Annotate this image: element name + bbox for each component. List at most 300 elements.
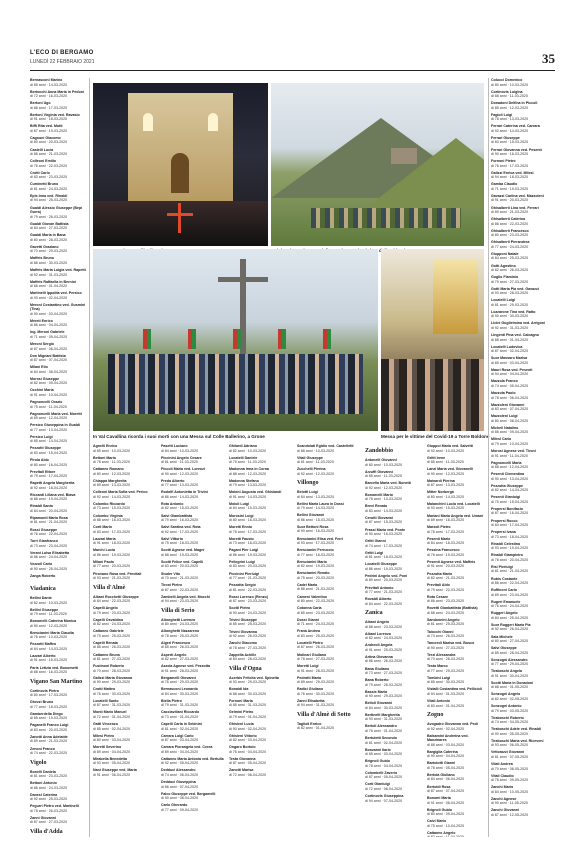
obituary-entry	[491, 611, 553, 620]
age-and-date: di 80 anni · 14-03-2020	[427, 494, 465, 499]
age-and-date: di 91 anni · 18-03-2020	[30, 117, 68, 122]
deceased-name: Mitter Norberga	[427, 490, 454, 495]
obituary-entry	[297, 548, 361, 557]
age-and-date: di 78 anni · 06-04-2020	[491, 395, 529, 400]
obituary-entry	[30, 78, 88, 87]
age-and-date: di 82 anni · 26-03-2020	[491, 268, 529, 272]
age-and-date: di 88 anni · 03-04-2020	[427, 742, 465, 747]
age-and-date: di 94 anni · 07-04-2020	[365, 798, 403, 803]
obituary-entry	[30, 781, 88, 790]
age-and-date: di 77 anni · 21-03-2020	[365, 590, 403, 595]
age-and-date: di 88 anni · 12-04-2020	[491, 465, 529, 470]
age-and-date: di 85 anni · 14-03-2020	[30, 82, 68, 87]
deceased-name: Propersi Ivana	[491, 530, 516, 535]
deceased-name: Bertinelli Margherita	[365, 712, 400, 717]
deceased-name: Acerbis Felicita ved. Spinetta	[229, 675, 279, 680]
age-and-date: di 84 anni · 08-04-2020	[30, 369, 68, 374]
deceased-name: Frassi Maria ved. Ponte	[365, 527, 406, 532]
obituary-entry	[93, 537, 157, 546]
obituary-entry	[229, 525, 293, 534]
age-and-date: di 76 anni · 30-03-2020	[297, 691, 335, 696]
age-and-date: di 81 anni · 02-04-2020	[161, 726, 199, 731]
flags	[123, 329, 353, 349]
age-and-date	[427, 835, 485, 837]
deceased-name: Propersi Bonifacio	[491, 506, 523, 511]
obituary-entry	[365, 643, 423, 652]
deceased-name: Ing. Meroni Gabriele	[30, 330, 65, 335]
obituary-entry	[229, 710, 293, 719]
obituary-entry	[427, 699, 485, 708]
obituary-entry	[491, 577, 553, 586]
obituary-entry	[491, 136, 553, 145]
obituary-entry	[427, 722, 485, 731]
obituary-entry	[30, 412, 88, 421]
age-and-date: di 84 anni · 25-04-2020	[491, 615, 529, 620]
deceased-name: Malanchini Lucia ved. Locatelli	[427, 501, 480, 506]
deceased-name: Biffi Rita ved. Mutti	[30, 124, 63, 129]
deceased-name: Vitali Claudio	[491, 773, 514, 778]
obituary-entry	[229, 467, 293, 476]
age-and-date: di 79 anni · 14-03-2020	[297, 506, 335, 511]
age-and-date: di 79 anni · 22-03-2020	[427, 587, 465, 592]
deceased-name: Cortinovis Luigina	[491, 89, 523, 94]
age-and-date: di 89 anni · 20-03-2020	[365, 578, 403, 583]
age-and-date: di 75 anni · 10-04-2020	[427, 823, 465, 828]
obituary-entry	[491, 90, 553, 99]
deceased-name: Testa Marco	[427, 664, 448, 669]
age-and-date: di 77 anni · 18-03-2020	[297, 552, 335, 557]
deceased-name: Morosini Luigi	[229, 513, 254, 518]
obituary-entry	[365, 562, 423, 571]
deceased-name: Propersi Rocco	[491, 518, 518, 523]
age-and-date: di 90 anni · 29-03-2020	[365, 694, 403, 699]
deceased-name: Bonomelli Caterina Monica	[30, 619, 77, 624]
obituary-entry	[30, 101, 88, 110]
deceased-name: Vitali Andrea	[491, 762, 513, 767]
age-and-date: di 86 anni · 19-03-2020	[365, 566, 403, 571]
deceased-name: Brescianini Elisa ved. Ferri	[297, 536, 343, 541]
deceased-name: Ghilardi Adriano	[229, 444, 258, 448]
obituary-entry	[30, 136, 88, 145]
deceased-name: Ghisalberti Francesco	[491, 228, 529, 233]
deceased-name: Antonelli Giovanni	[365, 458, 397, 462]
age-and-date: di 90 anni · 02-04-2020	[229, 726, 267, 731]
age-and-date: di 84 anni · 22-03-2020	[93, 599, 131, 604]
obituary-entry	[491, 461, 553, 470]
deceased-name: Maffeis Maria Luigia ved. Rapetti	[30, 268, 86, 272]
obituary-entry	[491, 403, 553, 412]
obituary-entry	[93, 618, 157, 627]
obituary-entry	[491, 437, 553, 446]
deceased-name: Moretti Ennio	[229, 525, 252, 530]
obituary-entry	[427, 750, 485, 759]
deceased-name: Piccinini Pierluigi	[229, 571, 259, 576]
obituary-entry	[365, 493, 423, 502]
deceased-name: Ruffinoni Carlo	[491, 588, 517, 593]
age-and-date: di 92 anni · 31-03-2020	[491, 325, 529, 330]
obituary-entry	[93, 560, 157, 569]
obituary-entry	[491, 310, 553, 319]
obituary-entry	[491, 264, 553, 273]
deceased-name: Vistalli Costantina ved. Pellicioli	[427, 687, 482, 692]
age-and-date: di 84 anni · 06-04-2020	[427, 777, 465, 782]
age-and-date: di 76 anni · 04-04-2020	[229, 749, 267, 754]
obituary-entry	[491, 182, 553, 191]
deceased-name: Ferrari Giovanna ved. Pesenti	[491, 147, 542, 152]
age-and-date: di 88 anni · 30-03-2020	[30, 260, 68, 265]
age-and-date: di 87 anni · 03-04-2020	[161, 738, 199, 743]
obituary-entry	[491, 542, 553, 551]
obituary-entry	[491, 623, 553, 632]
age-and-date: di 80 anni · 09-04-2020	[427, 812, 465, 817]
deceased-name: Cortinovis Giuseppina	[365, 794, 404, 799]
deceased-name: Corti Gianluigi	[365, 782, 390, 787]
obituary-entry	[491, 808, 553, 817]
deceased-name: Scotti Maria in Donadoni	[491, 680, 534, 685]
obituary-entry	[93, 572, 157, 581]
obituary-entry	[93, 676, 157, 685]
age-and-date: di 90 anni · 13-04-2020	[491, 476, 529, 481]
obituary-entry	[491, 716, 553, 725]
obituary-entry	[30, 596, 88, 605]
deceased-name: Capelli Angelo	[93, 606, 118, 611]
obituary-entry	[491, 704, 553, 713]
obituary-entry	[93, 479, 157, 488]
age-and-date: di 76 anni · 01-04-2020	[365, 728, 403, 733]
deceased-name: Trivini Giovanna	[229, 629, 257, 634]
town-heading: Villongo	[297, 480, 319, 487]
deceased-name: Meroni Sergio	[30, 342, 54, 347]
deceased-name: Scotti Pietro	[229, 606, 251, 611]
obituary-entry	[161, 525, 225, 534]
age-and-date: di 87 anni · 02-04-2020	[491, 349, 529, 354]
age-and-date: di 86 anni · 19-03-2020	[229, 552, 267, 557]
deceased-name: Gavetti Graziano	[30, 244, 59, 249]
deceased-name: Dossi Gianni	[297, 617, 319, 622]
obituary-entry	[30, 400, 88, 409]
column-8	[491, 78, 553, 837]
obituary-entry	[297, 444, 361, 453]
age-and-date: di 87 anni · 07-04-2020	[427, 789, 465, 794]
deceased-name: Bernasconi Leonardo	[161, 687, 198, 692]
age-and-date: di 78 anni · 04-04-2020	[365, 763, 403, 768]
age-and-date: di 70 anni · 21-03-2020	[161, 576, 199, 581]
obituary-entry	[30, 245, 88, 254]
deceased-name: Balsamini Andreina ved. Manzinares	[427, 733, 469, 743]
age-and-date: di 80 anni · 22-03-2020	[297, 599, 335, 604]
age-and-date: di 89 anni · 13-03-2020	[93, 483, 131, 488]
deceased-name: Gritti Gianni	[365, 539, 386, 544]
column-6	[365, 444, 423, 837]
deceased-name: Galizzi Enrica ved. Milesi	[491, 170, 534, 175]
cross	[218, 277, 268, 282]
age-and-date: di 76 anni · 17-03-2020	[229, 529, 267, 534]
age-and-date: di 73 anni · 01-04-2020	[161, 714, 199, 719]
obituary-entry	[30, 712, 88, 721]
age-and-date: di 92 anni · 18-04-2020	[30, 485, 68, 490]
obituary-entry	[229, 548, 293, 557]
age-and-date: di 94 anni · 04-04-2020	[491, 372, 529, 377]
age-and-date: di 82 anni · 09-04-2020	[30, 381, 68, 386]
deceased-name: Lanzi Maria ved. Giovanelli	[427, 467, 473, 472]
obituary-entry	[427, 687, 485, 696]
deceased-name: Vezzoli Carlo	[30, 562, 53, 567]
deceased-name: Moretti Luigi	[297, 664, 319, 669]
deceased-name: Falco Giuseppe ved. Bergamelli	[161, 791, 216, 796]
age-and-date: di 88 anni · 19-03-2020	[161, 552, 199, 557]
age-and-date: di 89 anni · 12-04-2020	[30, 416, 68, 421]
crowd	[311, 208, 461, 228]
obituary-entry	[30, 700, 88, 709]
age-and-date: di 90 anni · 30-03-2020	[491, 314, 529, 319]
deceased-name: Vettorazzi Giovanni	[491, 750, 525, 755]
age-and-date: di 87 anni · 05-04-2020	[229, 761, 267, 766]
obituary-entry	[297, 560, 361, 569]
obituary-entry	[297, 490, 361, 499]
age-and-date: di 81 anni · 02-04-2020	[365, 740, 403, 745]
deceased-name: Brescianini Maria Claudia	[30, 630, 74, 635]
obituary-entry	[229, 653, 293, 662]
deceased-name: Mazzoleni Giovanni	[491, 402, 525, 407]
obituary-entry	[161, 722, 225, 731]
age-and-date: di 90 anni · 04-04-2020	[427, 754, 465, 759]
deceased-name: Riccardi Liliana ved. Biava	[30, 492, 76, 497]
obituary-entry	[427, 653, 485, 662]
deceased-name: Cagnoni Giacomo	[30, 135, 61, 140]
age-and-date: di 83 anni · 20-03-2020	[161, 564, 199, 569]
age-and-date: di 94 anni · 18-03-2020	[491, 175, 529, 180]
obituary-entry	[30, 551, 88, 560]
caption-photo-3: In Val Cavallina ricorda i suoi morti con una Messa sul Colle Ballerino, a Grone	[93, 434, 265, 439]
column-7	[427, 444, 485, 837]
obituary-entry	[491, 774, 553, 783]
deceased-name: Zanotti Anna Adelaide	[30, 734, 68, 739]
age-and-date: di 80 anni · 10-03-2020	[365, 462, 403, 467]
age-and-date: di 85 anni · 11-03-2020	[365, 474, 402, 479]
age-and-date: di 85 anni · 19-03-2020	[30, 716, 68, 721]
age-and-date: di 89 anni · 04-04-2020	[161, 749, 199, 754]
obituary-entry	[30, 319, 88, 328]
deceased-name: Salvi Vittorio	[161, 536, 183, 541]
age-and-date: di 81 anni · 18-03-2020	[365, 555, 403, 560]
obituary-entry	[427, 502, 485, 511]
age-and-date: di 92 anni · 02-04-2020	[427, 726, 465, 731]
deceased-name: Bettoni Antonio	[30, 781, 57, 786]
deceased-name: Pirola Aldo	[30, 458, 49, 462]
deceased-name: Rapetti Angela Margherita	[30, 481, 75, 486]
deceased-name: Donadoni Delfina in Piccoli	[491, 101, 538, 106]
obituary-entry	[491, 658, 553, 667]
obituary-entry	[491, 750, 553, 759]
deceased-name: Carrara Luigi Carlo	[161, 733, 194, 738]
deceased-name: Gamba Claudio	[491, 182, 518, 187]
age-and-date: di 80 anni · 16-03-2020	[229, 518, 267, 523]
obituary-entry	[161, 490, 225, 499]
obituary-entry	[297, 571, 361, 580]
age-and-date: di 91 anni · 25-03-2020	[365, 647, 403, 652]
obituary-entry	[427, 761, 485, 770]
obituary-entry	[491, 797, 553, 806]
obituary-entry	[93, 710, 157, 719]
obituary-entry	[491, 449, 553, 458]
age-and-date: di 92 anni · 14-03-2020	[491, 128, 529, 133]
obituary-entry	[30, 206, 88, 220]
age-and-date: di 86 anni · 22-04-2020	[491, 581, 529, 586]
age-and-date: di 88 anni · 10-03-2020	[297, 448, 335, 453]
deceased-name: Ghisalberti Caterina	[491, 217, 526, 222]
deceased-name: Bargiglia Caterina	[427, 749, 458, 754]
deceased-name: Capelli Carla in Sebinini	[161, 722, 202, 727]
deceased-name: Colleoni Emilio	[30, 159, 56, 164]
deceased-name: Bonomi Maria	[427, 796, 451, 801]
town-heading: Zandobbio	[365, 448, 394, 454]
obituary-entry	[229, 490, 293, 499]
age-and-date: di 84 anni · 13-03-2020	[297, 494, 335, 499]
deceased-name: Nani Giuseppe ved. Maria	[93, 768, 137, 773]
deceased-name: Pesenti Gianluigi	[491, 495, 521, 500]
obituary-entry	[30, 342, 88, 351]
age-and-date: di 70 anni · 28-03-2020	[93, 668, 131, 673]
age-and-date: di 84 anni · 30-03-2020	[365, 705, 403, 710]
age-and-date: di 80 anni · 16-04-2020	[30, 462, 68, 467]
deceased-name: Persico Luigi	[30, 434, 53, 439]
town-heading: Zanica	[365, 610, 383, 617]
obituary-entry	[161, 699, 225, 708]
deceased-name: Gualdi Alessio Giuseppe (Bepi Gurra)	[30, 205, 83, 215]
age-and-date: di 86 anni · 07-04-2020	[161, 784, 199, 789]
deceased-name: Colombo Riccardo	[93, 501, 125, 506]
deceased-name: Crotti Matteo	[93, 687, 116, 692]
deceased-name: Rinaldi Giampietro	[491, 553, 523, 558]
obituary-entry	[161, 548, 225, 557]
age-and-date: di 81 anni · 25-03-2020	[427, 622, 465, 627]
age-and-date: di 80 anni · 03-04-2020	[93, 738, 131, 743]
obituary-entry	[161, 803, 225, 812]
deceased-name: Ferrari Giuseppe	[491, 135, 520, 140]
photo-villa-di-serio	[93, 83, 268, 246]
deceased-name: Ghezzi Bruno	[30, 700, 54, 705]
obituary-entry	[161, 502, 225, 511]
age-and-date: di 94 anni · 25-03-2020	[30, 198, 68, 203]
deceased-name: Fornoni Maria	[229, 698, 253, 703]
deceased-name: Alborghetti Lorenzo	[161, 617, 196, 622]
candle-cross	[178, 203, 181, 233]
deceased-name: Ongaro Bortolo	[229, 745, 256, 750]
obituary-entry	[30, 539, 88, 548]
deceased-name: Cattaneo Bruno	[93, 652, 120, 657]
deceased-name: Belotti Luigi	[297, 490, 318, 495]
obituary-entry	[93, 768, 157, 777]
age-and-date: di 94 anni · 23-03-2020	[161, 599, 199, 604]
deceased-name: Gualdi Giovan Battista	[30, 221, 69, 226]
age-and-date: di 87 anni · 31-03-2020	[93, 703, 131, 708]
obituary-entry	[30, 113, 88, 122]
age-and-date: di 85 anni · 25-03-2020	[229, 622, 267, 627]
deceased-name: Zanga Roberto	[30, 573, 56, 578]
deceased-name: Bergamelli Giovanni	[161, 675, 196, 680]
obituary-entry	[365, 678, 423, 687]
age-and-date: di 89 anni · 21-03-2020	[30, 739, 68, 744]
deceased-name: Rossi Lorenzo (Renzo)	[229, 594, 268, 599]
obituary-entry	[491, 669, 553, 678]
age-and-date: di 88 anni · 11-03-2020	[491, 94, 528, 99]
obituary-entry	[93, 699, 157, 708]
deceased-name: Terzi Alessandra	[427, 652, 456, 657]
obituary-entry	[161, 710, 225, 719]
age-and-date: di 90 anni · 29-03-2020	[93, 680, 131, 685]
deceased-name: Bonzanni Ilario	[365, 747, 391, 752]
age-and-date: di 78 anni · 11-03-2020	[93, 460, 130, 465]
deceased-name: Persico Giuseppina in Gualdi	[30, 423, 80, 428]
obituary-entry	[491, 785, 553, 794]
obituary-entry	[30, 124, 88, 133]
obituary-entry	[365, 470, 423, 479]
age-and-date: di 79 anni · 17-04-2020	[30, 474, 68, 479]
deceased-name: Sonzogni Alessandro	[491, 657, 528, 662]
obituary-entry	[93, 664, 157, 673]
deceased-name: Zanni Giovanni	[30, 815, 56, 820]
age-and-date: di 74 anni · 26-03-2020	[427, 634, 465, 638]
obituary-entry	[30, 642, 88, 651]
age-and-date: di 86 anni · 22-03-2020	[491, 221, 529, 226]
age-and-date: di 87 anni · 27-03-2020	[30, 820, 68, 825]
deceased-name: Scandolati Egidio ved. Castelletti	[297, 444, 354, 448]
obituary-entry	[161, 572, 225, 581]
deceased-name: Previtali Ettore	[30, 469, 56, 474]
obituary-entry	[491, 78, 553, 87]
obituary-entry	[93, 734, 157, 743]
age-and-date: di 85 anni · 03-04-2020	[365, 752, 403, 757]
photo-colle-ballerino	[93, 249, 378, 431]
deceased-name: Tiraboschi Adele ved. Rinaldi	[491, 727, 541, 732]
age-and-date: di 91 anni · 10-04-2020	[30, 392, 68, 397]
age-and-date: di 68 anni · 01-04-2020	[30, 284, 68, 289]
obituary-entry	[229, 687, 293, 696]
obituary-entry	[491, 194, 553, 203]
obituary-entry	[297, 641, 361, 650]
obituary-entry	[427, 734, 485, 748]
deceased-name: Micheli Natalino	[491, 425, 519, 430]
age-and-date: di 80 anni · 12-03-2020	[93, 471, 131, 476]
age-and-date: di 87 anni · 19-03-2020	[30, 128, 68, 133]
age-and-date: di 94 anni · 31-03-2020	[427, 691, 465, 696]
age-and-date: di 85 anni · 11-03-2020	[427, 460, 464, 465]
deceased-name: Mereti Enrico	[30, 318, 53, 323]
altar	[433, 259, 478, 334]
deceased-name: Avogadro Giovanna ved. Pedi	[427, 722, 478, 727]
age-and-date: di 91 anni · 06-04-2020	[93, 772, 131, 777]
obituary-entry	[491, 426, 553, 435]
deceased-name: Bettoni Mario	[93, 455, 116, 460]
obituary-entry	[365, 528, 423, 537]
age-and-date: di 77 anni · 09-04-2020	[161, 807, 199, 812]
deceased-name: Cattaneo Maria Antonia ved. Bertulla	[161, 756, 224, 761]
obituary-entry	[365, 597, 423, 606]
deceased-name: Giuppoi Maria ved. Salvetti	[427, 444, 473, 448]
age-and-date: di 89 anni · 16-03-2020	[427, 518, 465, 523]
obituary-entry	[491, 495, 553, 504]
age-and-date: di 75 anni · 11-03-2020	[229, 460, 266, 465]
age-and-date: di 88 anni · 19-04-2020	[30, 497, 68, 502]
deceased-name: Locatelli Luigi	[491, 298, 516, 303]
deceased-name: Piccoli Maria ved. Lorenzi	[161, 467, 205, 472]
obituary-entry	[229, 699, 293, 708]
deceased-name: Cattaneo Angelo	[427, 830, 456, 835]
obituary-entry	[93, 641, 157, 650]
age-and-date: di 79 anni · 16-03-2020	[161, 518, 199, 523]
deceased-name: Pegurri Pietro ved. Martinelli	[30, 804, 79, 809]
deceased-name: Locatelli Giuseppe	[365, 562, 397, 567]
